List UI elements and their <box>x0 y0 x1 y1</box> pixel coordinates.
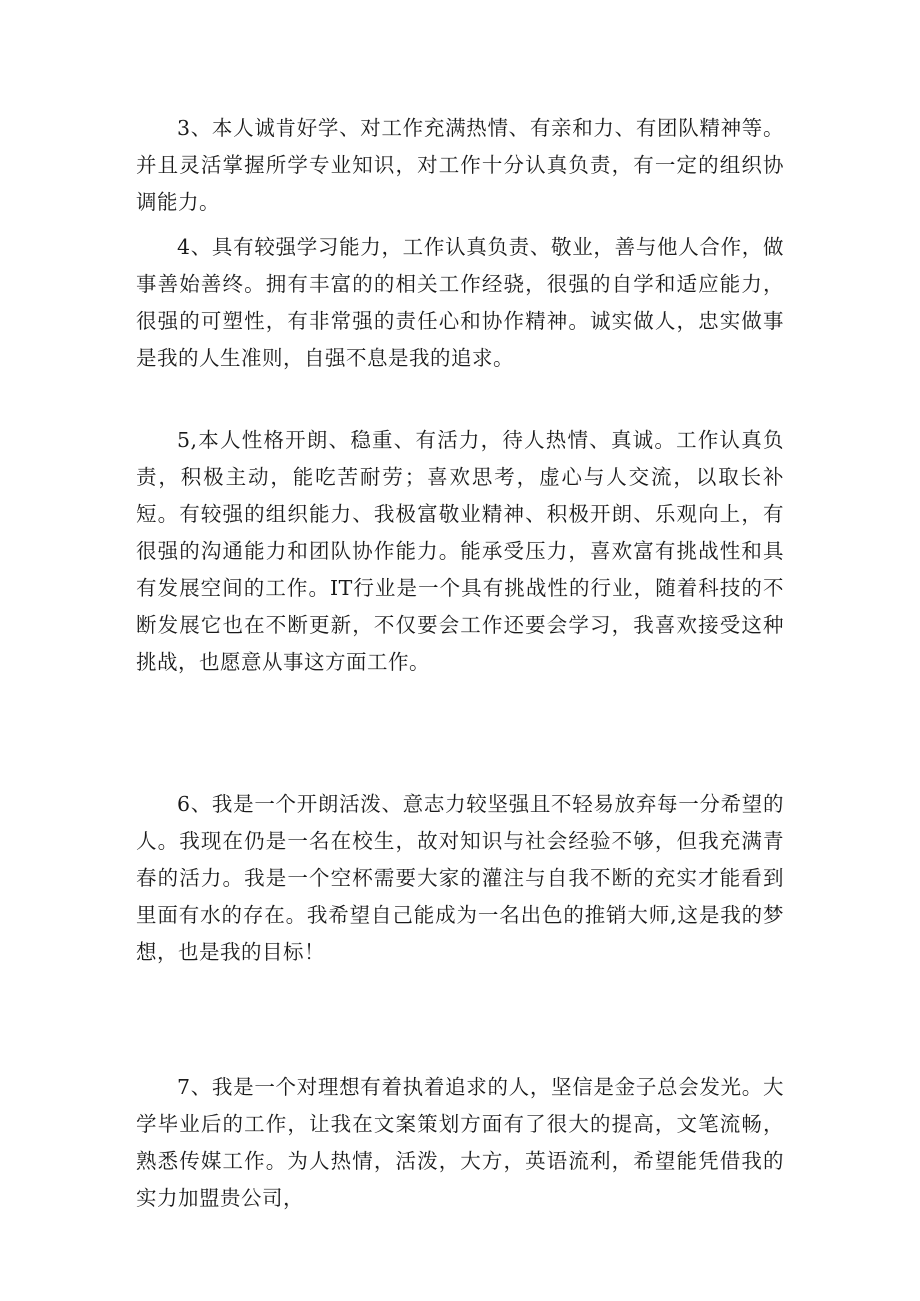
paragraph-7: 7、我是一个对理想有着执着追求的人，坚信是金子总会发光。大学毕业后的工作，让我在文案策划方面有了很大的提高，文笔流畅，熟悉传媒工作。为人热情，活泼，大方，英语流利，希望能凭借我的实力加盟贵公司， <box>136 1075 784 1210</box>
paragraph-6: 6、我是一个开朗活泼、意志力较坚强且不轻易放弃每一分希望的人。我现在仍是一名在校生，故对知识与社会经验不够，但我充满青春的活力。我是一个空杯需要大家的灌注与自我不断的充实才能看到里面有水的存在。我希望自己能成为一名出色的推销大师,这是我的梦想，也是我的目标！ <box>136 792 784 964</box>
paragraph-4: 4、具有较强学习能力，工作认真负责、敬业，善与他人合作，做事善始善终。拥有丰富的的相关工作经骁，很强的自学和适应能力，很强的可塑性，有非常强的责任心和协作精神。诚实做人，忠实做事是我的人生准则，自强不息是我的追求。 <box>136 235 784 370</box>
paragraph-5: 5,本人性格开朗、稳重、有活力，待人热情、真诚。工作认真负责，积极主动，能吃苦耐劳；喜欢思考，虚心与人交流，以取长补短。有较强的组织能力、我极富敬业精神、积极开朗、乐观向上，有很强的沟通能力和团队协作能力。能承受压力，喜欢富有挑战性和具有发展空间的工作。IT行业是一个具有挑战性的行业，随着科技的不断发展它也在不断更新，不仅要会工作还要会学习，我喜欢接受这种挑战，也愿意从事这方面工作。 <box>136 428 784 674</box>
paragraph-3: 3、本人诚肯好学、对工作充满热情、有亲和力、有团队精神等。并且灵活掌握所学专业知识，对工作十分认真负责，有一定的组织协调能力。 <box>136 116 784 214</box>
